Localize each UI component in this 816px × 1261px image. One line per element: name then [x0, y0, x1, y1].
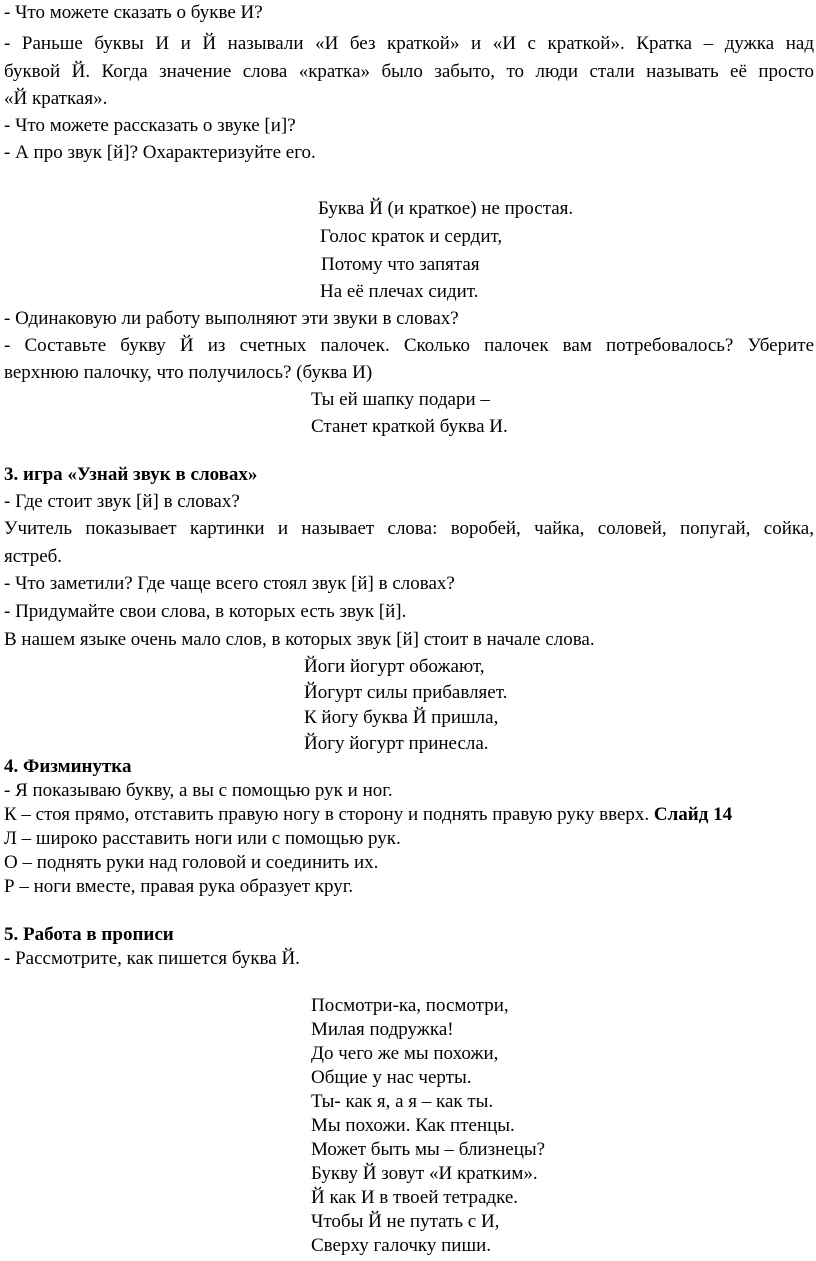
poem3-line-2: Йогурт силы прибавляет. — [304, 682, 508, 703]
section5-heading: 5. Работа в прописи — [4, 924, 174, 945]
question-sound-y: - А про звук [й]? Охарактеризуйте его. — [4, 142, 316, 163]
poem3-line-3: К йогу буква Й пришла, — [304, 707, 499, 728]
poem4-line-3: До чего же мы похожи, — [311, 1043, 499, 1064]
exercise-l: Л – широко расставить ноги или с помощью рук. — [4, 828, 401, 849]
poem4-line-2: Милая подружка! — [311, 1019, 454, 1040]
section3-note: В нашем языке очень мало слов, в которых звук [й] стоит в начале слова. — [4, 629, 595, 650]
task-sticks-line-1: - Составьте букву Й из счетных палочек. Сколько палочек вам потребовалось? Уберите — [4, 335, 814, 356]
poem2-line-1: Ты ей шапку подари – — [311, 389, 490, 410]
section4-heading: 4. Физминутка — [4, 756, 132, 777]
slide-reference: Слайд 14 — [653, 804, 733, 825]
paragraph-kratka-line-3: «Й краткая». — [4, 88, 108, 109]
paragraph-kratka-line-2: буквой Й. Когда значение слова «кратка» было забыто, то люди стали называть её просто — [4, 61, 814, 82]
section3-heading: 3. игра «Узнай звук в словах» — [4, 464, 258, 485]
poem1-line-4: На её плечах сидит. — [320, 281, 479, 302]
poem4-line-6: Мы похожи. Как птенцы. — [311, 1115, 515, 1136]
exercise-k: К – стоя прямо, отставить правую ногу в сторону и поднять правую руку вверх. Слайд 14 — [4, 804, 733, 825]
poem4-line-5: Ты- как я, а я – как ты. — [311, 1091, 494, 1112]
poem4-line-10: Чтобы Й не путать с И, — [311, 1211, 500, 1232]
poem4-line-7: Может быть мы – близнецы? — [311, 1139, 546, 1160]
poem4-line-1: Посмотри-ка, посмотри, — [311, 995, 509, 1016]
teacher-words-line-1: Учитель показывает картинки и называет слова: воробей, чайка, соловей, попугай, сойка, — [4, 518, 814, 539]
section3-question-own-words: - Придумайте свои слова, в которых есть звук [й]. — [4, 601, 407, 622]
section5-intro: - Рассмотрите, как пишется буква Й. — [4, 948, 300, 969]
task-sticks-line-2: верхнюю палочку, что получилось? (буква И) — [4, 362, 373, 383]
teacher-words-line-2: ястреб. — [4, 546, 63, 567]
poem1-line-1: Буква Й (и краткое) не простая. — [318, 198, 574, 219]
poem4-line-4: Общие у нас черты. — [311, 1067, 472, 1088]
poem1-line-2: Голос краток и сердит, — [320, 226, 503, 247]
section3-question-position: - Где стоит звук [й] в словах? — [4, 491, 240, 512]
poem4-line-9: Й как И в твоей тетрадке. — [311, 1187, 519, 1208]
poem2-line-2: Станет краткой буква И. — [311, 416, 508, 437]
exercise-o: О – поднять руки над головой и соединить их. — [4, 852, 379, 873]
question-sound-i: - Что можете рассказать о звуке [и]? — [4, 115, 296, 136]
poem4-line-11: Сверху галочку пиши. — [311, 1235, 492, 1256]
poem3-line-4: Йогу йогурт принесла. — [304, 733, 489, 754]
poem3-line-1: Йоги йогурт обожают, — [304, 656, 485, 677]
poem4-line-8: Букву Й зовут «И кратким». — [311, 1163, 538, 1184]
section4-intro: - Я показываю букву, а вы с помощью рук и ног. — [4, 780, 393, 801]
paragraph-kratka-line-1: - Раньше буквы И и Й называли «И без краткой» и «И с краткой». Кратка – дужка над — [4, 33, 814, 54]
question-same-work: - Одинаковую ли работу выполняют эти звуки в словах? — [4, 308, 459, 329]
section3-question-noticed: - Что заметили? Где чаще всего стоял звук [й] в словах? — [4, 573, 455, 594]
exercise-r: Р – ноги вместе, правая рука образует круг. — [4, 876, 354, 897]
question-letter-i: - Что можете сказать о букве И? — [4, 2, 263, 23]
poem1-line-3: Потому что запятая — [321, 254, 480, 275]
